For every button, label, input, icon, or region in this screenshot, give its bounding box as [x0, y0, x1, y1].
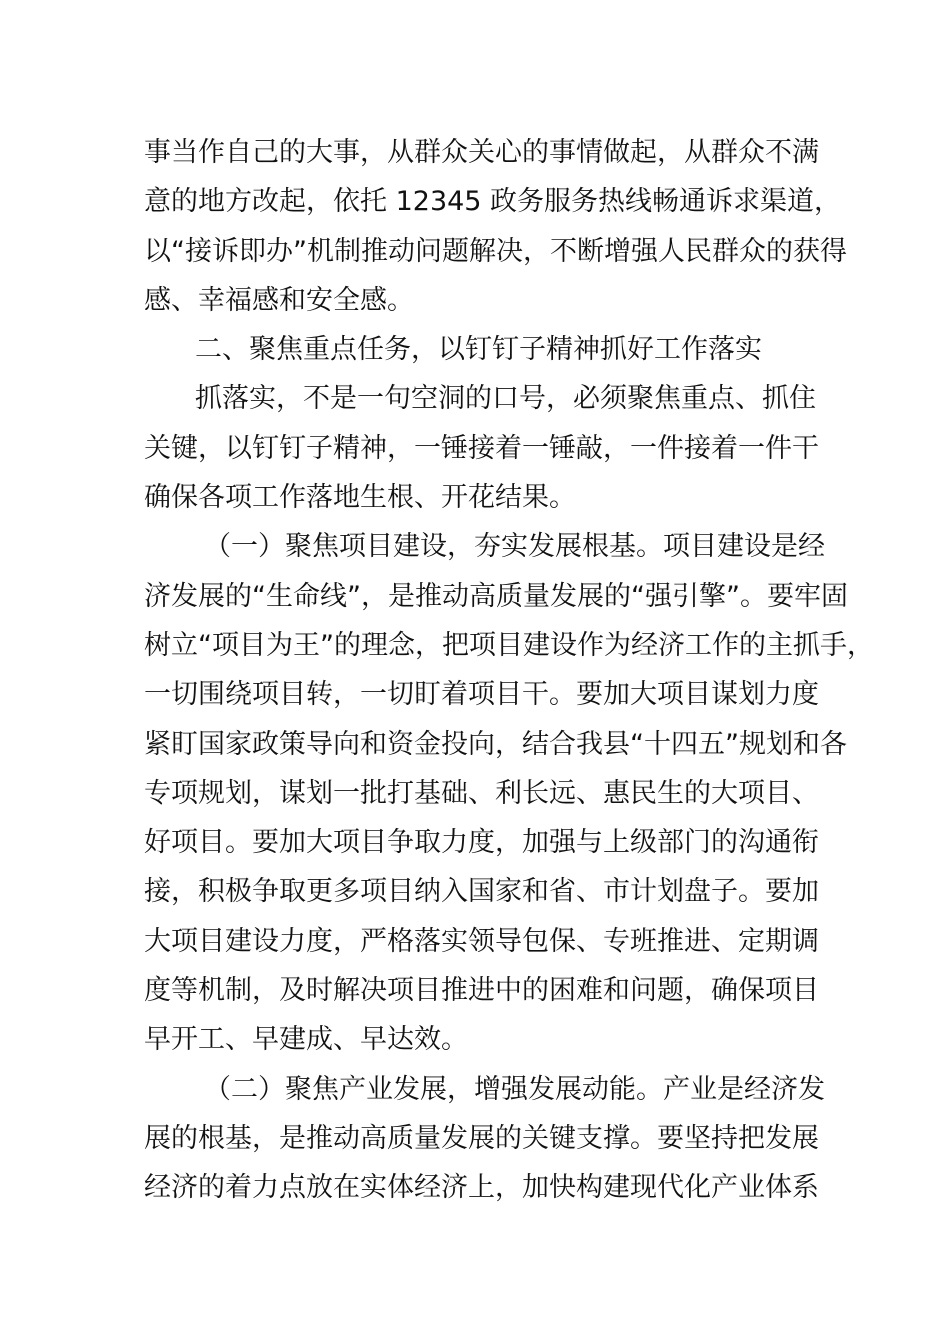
text-line: 早开工、早建成、早达效。 [144, 1024, 468, 1056]
text-line: 树立“项目为王”的理念，把项目建设作为经济工作的主抓手， [144, 629, 874, 661]
text-line: 济发展的“生命线”，是推动高质量发展的“强引擎”。要牢固 [144, 580, 848, 612]
subsection-line: （一）聚焦项目建设，夯实发展根基。项目建设是经 [204, 531, 825, 563]
text-line: 度等机制，及时解决项目推进中的困难和问题，确保项目 [144, 975, 819, 1007]
text-line: 好项目。要加大项目争取力度，加强与上级部门的沟通衔 [144, 827, 819, 859]
subsection-line: （二）聚焦产业发展，增强发展动能。产业是经济发 [204, 1073, 825, 1105]
text-line: 一切围绕项目转，一切盯着项目干。要加大项目谋划力度 [144, 679, 819, 711]
text-line: 专项规划，谋划一批打基础、利长远、惠民生的大项目、 [144, 777, 819, 809]
text-line: 展的根基，是推动高质量发展的关键支撑。要坚持把发展 [144, 1122, 819, 1154]
text-line: 关键，以钉钉子精神，一锤接着一锤敲，一件接着一件干 [144, 432, 819, 464]
text-line: 抓落实，不是一句空洞的口号，必须聚焦重点、抓住 [195, 383, 816, 415]
text-line: 事当作自己的大事，从群众关心的事情做起，从群众不满 [144, 137, 819, 168]
text-line: 意的地方改起，依托 12345 政务服务热线畅通诉求渠道， [144, 186, 842, 218]
text-line: 确保各项工作落地生根、开花结果。 [144, 482, 576, 514]
text-line: 接，积极争取更多项目纳入国家和省、市计划盘子。要加 [144, 876, 819, 908]
text-line: 经济的着力点放在实体经济上，加快构建现代化产业体系 [144, 1172, 819, 1204]
text-line: 感、幸福感和安全感。 [144, 284, 414, 316]
text-line: 大项目建设力度，严格落实领导包保、专班推进、定期调 [144, 925, 819, 957]
document-body [144, 128, 874, 1213]
text-line: 紧盯国家政策导向和资金投向，结合我县“十四五”规划和各 [144, 728, 847, 760]
section-heading: 二、聚焦重点任务，以钉钉子精神抓好工作落实 [195, 334, 762, 366]
text-line: 以“接诉即办”机制推动问题解决，不断增强人民群众的获得 [144, 235, 847, 267]
